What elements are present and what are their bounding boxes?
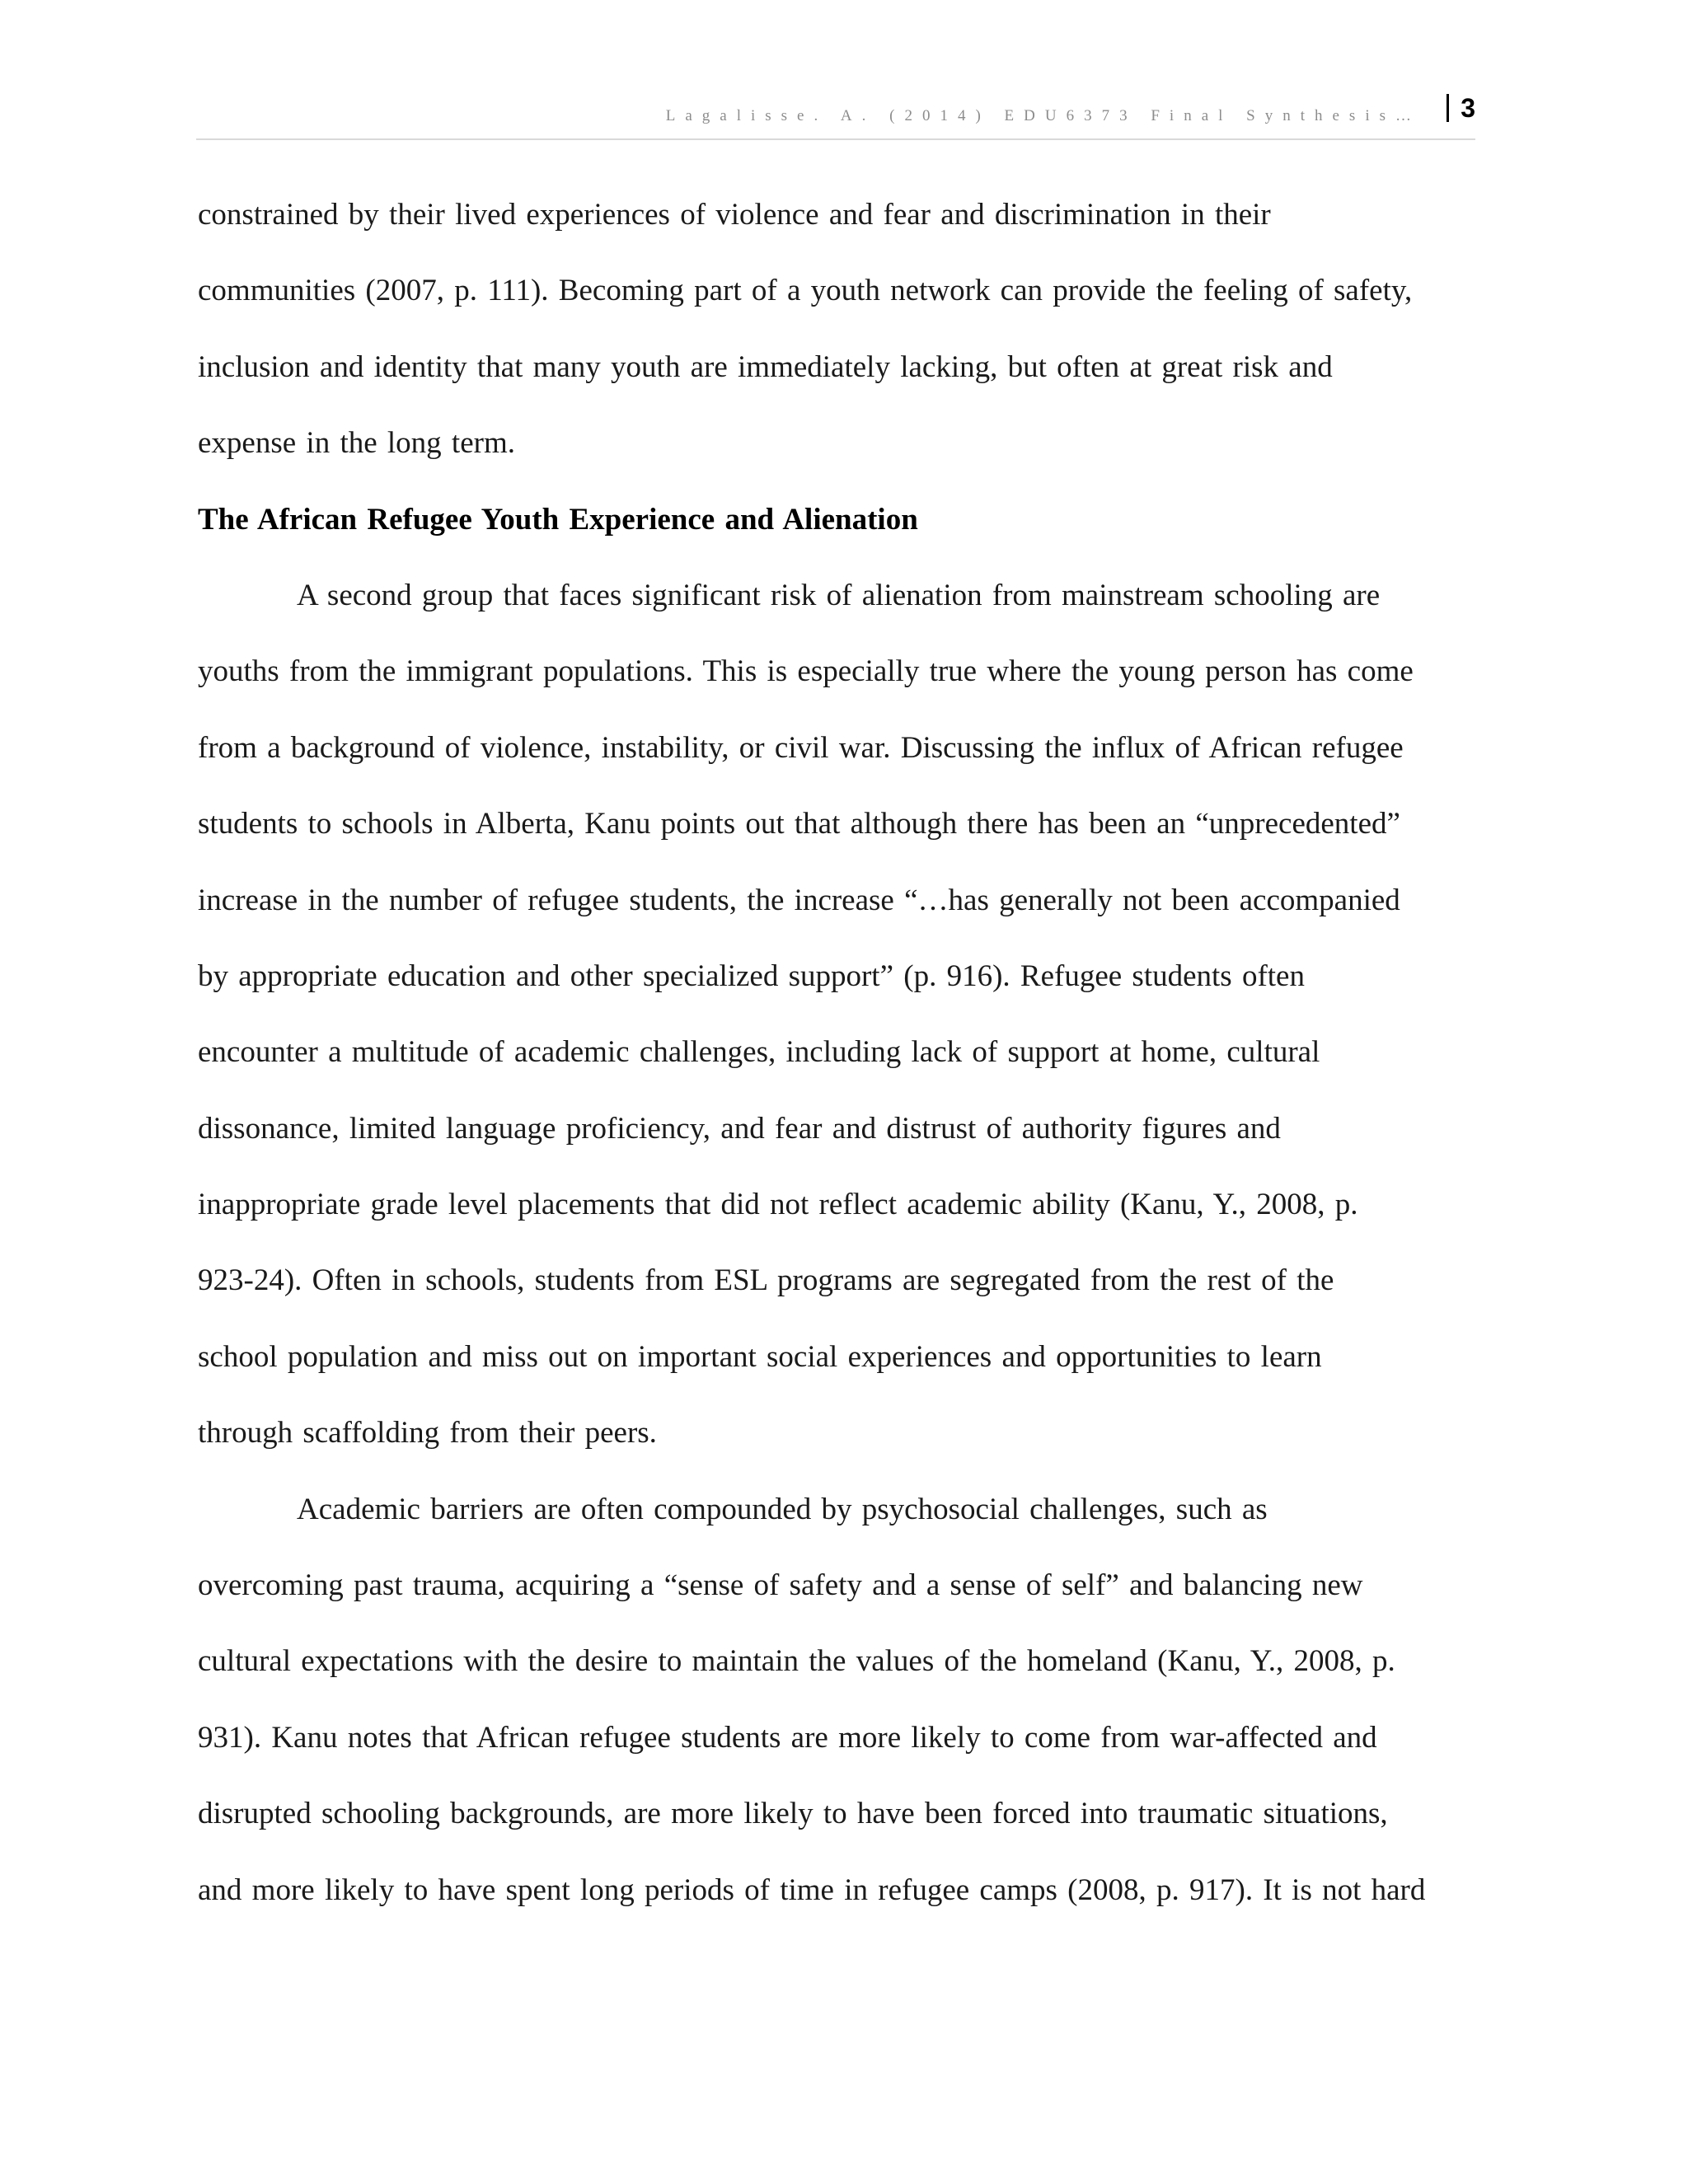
text-line: by appropriate education and other specialized support” (p. 916). Refugee students often bbox=[198, 958, 1305, 993]
text-line: expense in the long term. bbox=[198, 426, 515, 461]
text-line: constrained by their lived experiences of violence and fear and discrimination in their bbox=[198, 198, 1271, 232]
running-head: Lagalisse. A. (2014) EDU6373 Final Synthesis… bbox=[665, 107, 1421, 124]
text-line: A second group that faces significant risk of alienation from mainstream schooling are bbox=[297, 578, 1381, 612]
text-line: increase in the number of refugee students, the increase “…has generally not been accompanied bbox=[198, 883, 1400, 917]
text-line: Academic barriers are often compounded by psychosocial challenges, such as bbox=[297, 1492, 1268, 1526]
text-line: youths from the immigrant populations. This is especially true where the young person has come bbox=[198, 654, 1414, 689]
text-line: from a background of violence, instability, or civil war. Discussing the influx of African refugee bbox=[198, 730, 1404, 765]
text-line: disrupted schooling backgrounds, are more likely to have been forced into traumatic situations, bbox=[198, 1797, 1388, 1831]
page-number: 3 bbox=[1447, 94, 1475, 122]
text-line: school population and miss out on important social experiences and opportunities to learn bbox=[198, 1339, 1322, 1374]
text-line: through scaffolding from their peers. bbox=[198, 1416, 657, 1451]
paragraph-2 bbox=[198, 571, 1500, 1485]
paragraph-1 bbox=[198, 190, 1500, 495]
text-line: and more likely to have spent long periods of time in refugee camps (2008, p. 917). It is not hard bbox=[198, 1872, 1426, 1907]
text-line: communities (2007, p. 111). Becoming part of a youth network can provide the feeling of safety, bbox=[198, 274, 1413, 308]
paragraph-3 bbox=[198, 1485, 1500, 1942]
text-line: 923-24). Often in schools, students from ESL programs are segregated from the rest of the bbox=[198, 1263, 1334, 1298]
text-line: students to schools in Alberta, Kanu points out that although there has been an “unprecedented” bbox=[198, 807, 1400, 841]
page-header bbox=[196, 89, 1475, 140]
document-body bbox=[198, 190, 1500, 1942]
text-line: encounter a multitude of academic challenges, including lack of support at home, cultural bbox=[198, 1035, 1320, 1070]
text-line: inappropriate grade level placements that did not reflect academic ability (Kanu, Y., 2008, p. bbox=[198, 1188, 1358, 1222]
text-line: inclusion and identity that many youth are immediately lacking, but often at great risk and bbox=[198, 349, 1333, 384]
text-line: 931). Kanu notes that African refugee students are more likely to come from war-affected and bbox=[198, 1720, 1377, 1755]
text-line: cultural expectations with the desire to maintain the values of the homeland (Kanu, Y., 2008, p. bbox=[198, 1644, 1395, 1679]
section-heading: The African Refugee Youth Experience and Alienation bbox=[198, 502, 918, 537]
text-line: dissonance, limited language proficiency, and fear and distrust of authority figures and bbox=[198, 1111, 1281, 1146]
text-line: overcoming past trauma, acquiring a “sense of safety and a sense of self” and balancing new bbox=[198, 1568, 1363, 1603]
